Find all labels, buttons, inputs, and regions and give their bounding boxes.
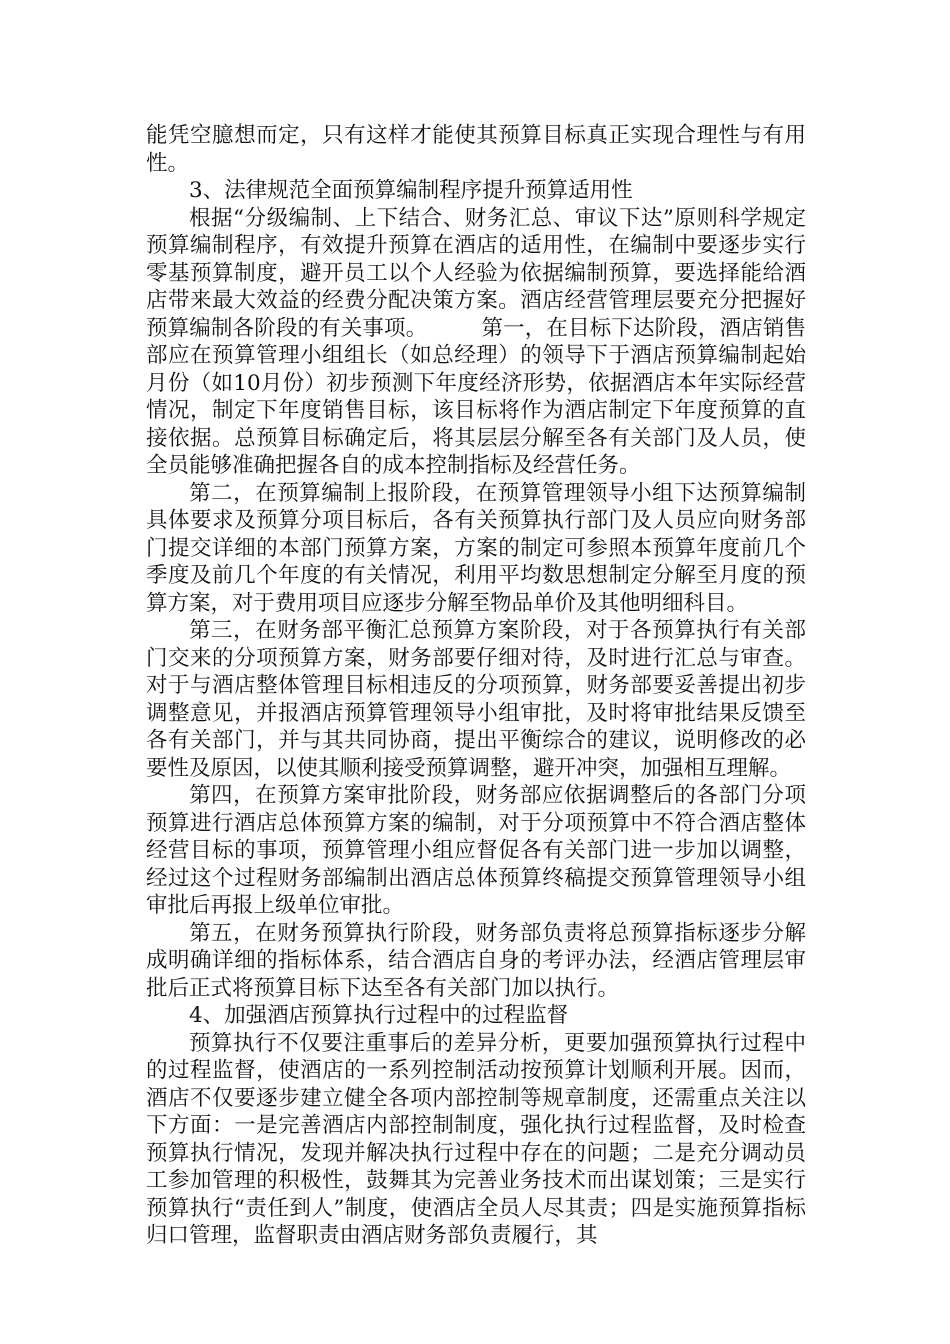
paragraph-step-four: 第四，在预算方案审批阶段，财务部应依据调整后的各部门分项预算进行酒店总体预算方案的编制，对于分项预算中不符合酒店整体经营目标的事项，预算管理小组应督促各有关部门进一步加以调整，经过这个过程财务部编制出酒店总体预算终稿提交预算管理领导小组审批后再报上级单位审批。	[146, 783, 806, 918]
paragraph-continuation: 能凭空臆想而定，只有这样才能使其预算目标真正实现合理性与有用性。	[146, 123, 806, 176]
section-heading-3: 3、法律规范全面预算编制程序提升预算适用性	[189, 178, 633, 203]
document-page	[146, 122, 806, 1250]
paragraph-execution-monitoring: 预算执行不仅要注重事后的差异分析，更要加强预算执行过程中的过程监督，使酒店的一系列控制活动按预算计划顺利开展。因而，酒店不仅要逐步建立健全各项内部控制等规章制度，还需重点关注以下方面：一是完善酒店内部控制制度，强化执行过程监督，及时检查预算执行情况，发现并解决执行过程中存在的问题；二是充分调动员工参加管理的积极性，鼓舞其为完善业务技术而出谋划策；三是实行预算执行“责任到人”制度，使酒店全员人尽其责；四是实施预算指标归口管理，监督职责由酒店财务部负责履行，其	[146, 1030, 806, 1248]
section-heading-4: 4、加强酒店预算执行过程中的过程监督	[189, 1003, 569, 1028]
paragraph-step-two: 第二，在预算编制上报阶段，在预算管理领导小组下达预算编制具体要求及预算分项目标后，各有关预算执行部门及人员应向财务部门提交详细的本部门预算方案，方案的制定可参照本预算年度前几个季度及前几个年度的有关情况，利用平均数思想制定分解至月度的预算方案，对于费用项目应逐步分解至物品单价及其他明细科目。	[146, 480, 806, 616]
paragraph-budget-procedure: 根据“分级编制、上下结合、财务汇总、审议下达”原则科学规定预算编制程序，有效提升预算在酒店的适用性，在编制中要逐步实行零基预算制度，避开员工以个人经验为依据编制预算，要选择能给酒店带来最大效益的经费分配决策方案。酒店经营管理层要充分把握好预算编制各阶段的有关事项。 第一，在目标下达阶段，酒店销售部应在预算管理小组组长（如总经理）的领导下于酒店预算编制起始月份（如10月份）初步预测下年度经济形势，依据酒店本年实际经营情况，制定下年度销售目标，该目标将作为酒店制定下年度预算的直接依据。总预算目标确定后，将其层层分解至各有关部门及人员，使全员能够准确把握各自的成本控制指标及经营任务。	[146, 205, 806, 478]
paragraph-step-three: 第三，在财务部平衡汇总预算方案阶段，对于各预算执行有关部门交来的分项预算方案，财务部要仔细对待，及时进行汇总与审查。对于与酒店整体管理目标相违反的分项预算，财务部要妥善提出初步调整意见，并报酒店预算管理领导小组审批，及时将审批结果反馈至各有关部门，并与其共同协商，提出平衡综合的建议，说明修改的必要性及原因，以使其顺利接受预算调整，避开冲突，加强相互理解。	[146, 618, 806, 781]
paragraph-step-five: 第五，在财务预算执行阶段，财务部负责将总预算指标逐步分解成明确详细的指标体系，结合酒店自身的考评办法，经酒店管理层审批后正式将预算目标下达至各有关部门加以执行。	[146, 920, 806, 1001]
